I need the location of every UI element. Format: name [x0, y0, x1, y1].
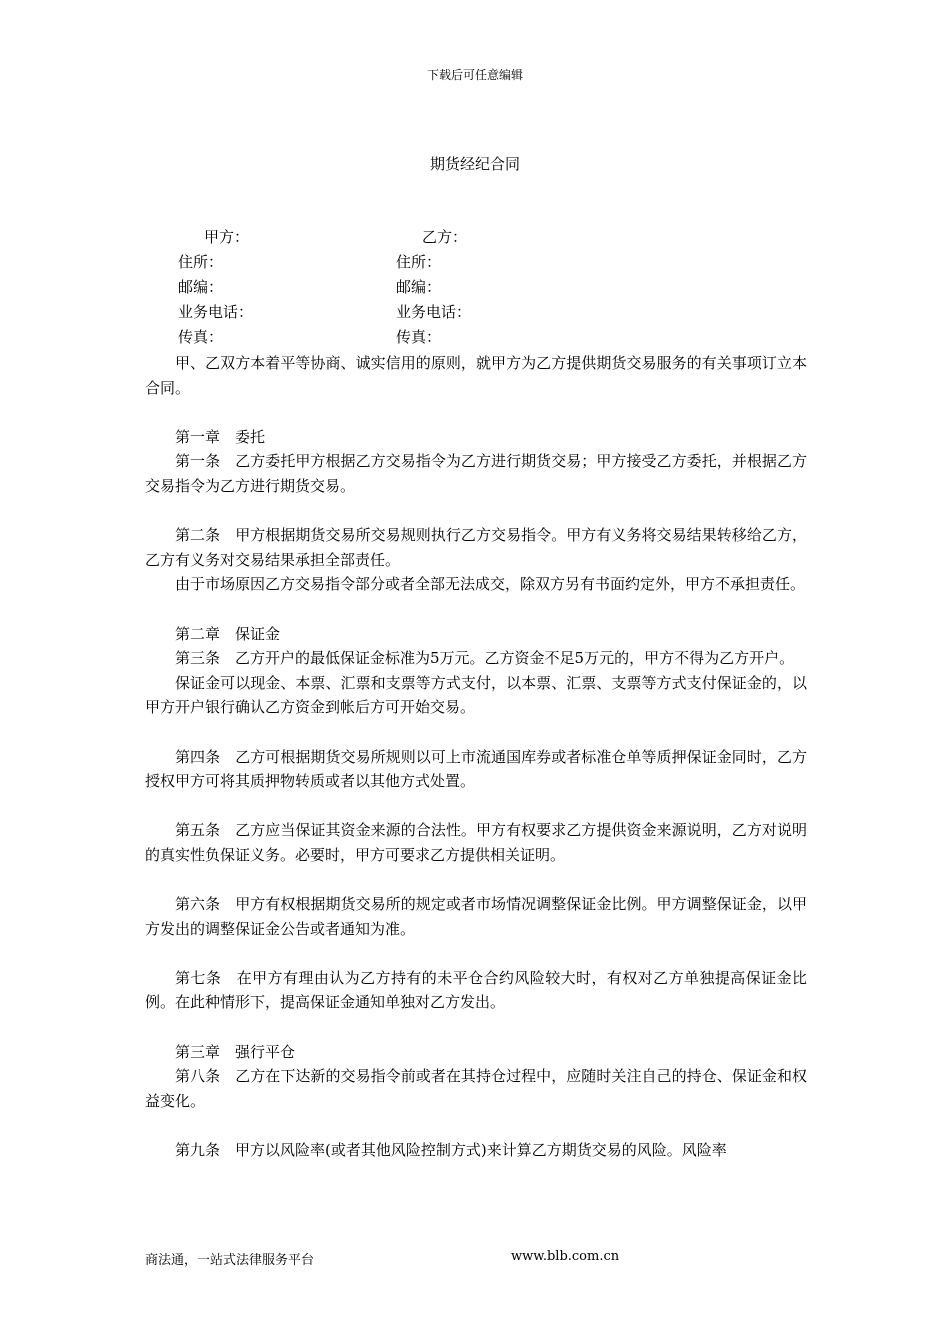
- party-row: [0, 326, 950, 351]
- contract-paragraph: 第三条 乙方开户的最低保证金标准为5万元。乙方资金不足5万元的，甲方不得为乙方开户。: [175, 649, 795, 668]
- party-b-label: 乙方：: [422, 228, 468, 246]
- party-a-label: 传真：: [178, 328, 224, 346]
- contract-paragraph: 第六条 甲方有权根据期货交易所的规定或者市场情况调整保证金比例。甲方调整保证金，以甲方发出的调整保证金公告或者通知为准。: [145, 895, 807, 938]
- contract-body: [145, 351, 807, 1163]
- contract-paragraph: 第三章 强行平仓: [175, 1042, 296, 1061]
- contract-paragraph: 第八条 乙方在下达新的交易指令前或者在其持仓过程中，应随时关注自己的持仓、保证金和权益变化。: [145, 1067, 807, 1110]
- contract-paragraph: 第二章 保证金: [175, 624, 281, 643]
- contract-title: 期货经纪合同: [429, 155, 520, 173]
- party-a-label: 业务电话：: [178, 303, 254, 321]
- party-a-label: 邮编：: [178, 278, 224, 296]
- paragraph-spacer: [145, 1015, 807, 1040]
- footer-url: www.blb.com.cn: [511, 1249, 620, 1264]
- paragraph-spacer: [145, 499, 807, 524]
- paragraph-spacer: [145, 941, 807, 966]
- contract-paragraph: 甲、乙双方本着平等协商、诚实信用的原则，就甲方为乙方提供期货交易服务的有关事项订立本合同。: [145, 354, 807, 397]
- contract-paragraph: 第四条 乙方可根据期货交易所规则以可上市流通国库券或者标准仓单等质押保证金同时，乙方授权甲方可将其质押物转质或者以其他方式处置。: [145, 747, 807, 791]
- contract-paragraph: 保证金可以现金、本票、汇票和支票等方式支付，以本票、汇票、支票等方式支付保证金的，以甲方开户银行确认乙方资金到帐后方可开始交易。: [145, 673, 807, 717]
- contract-paragraph: 第一章 委托: [175, 427, 266, 446]
- contract-paragraph: 第七条 在甲方有理由认为乙方持有的未平仓合约风险较大时，有权对乙方单独提高保证金比例。在此种情形下，提高保证金通知单独对乙方发出。: [145, 968, 807, 1012]
- contract-paragraph: 由于市场原因乙方交易指令部分或者全部无法成交，除双方另有书面约定外，甲方不承担责任。: [175, 575, 806, 594]
- paragraph-spacer: [145, 867, 807, 892]
- paragraph-spacer: [145, 1113, 807, 1138]
- party-info-block: [0, 226, 950, 351]
- party-a-label: 住所：: [178, 253, 224, 271]
- party-row: [0, 276, 950, 301]
- party-b-label: 业务电话：: [396, 303, 472, 321]
- paragraph-spacer: [145, 794, 807, 819]
- paragraph-spacer: [145, 720, 807, 745]
- page-header: 下载后可任意编辑: [426, 68, 523, 82]
- party-row: [0, 301, 950, 326]
- contract-paragraph: 第二条 甲方根据期货交易所交易规则执行乙方交易指令。甲方有义务将交易结果转移给乙方，乙方有义务对交易结果承担全部责任。: [145, 526, 807, 569]
- party-row: [0, 226, 950, 251]
- party-b-label: 邮编：: [396, 278, 442, 296]
- paragraph-spacer: [145, 400, 807, 425]
- party-b-label: 传真：: [396, 328, 442, 346]
- party-a-label: 甲方：: [204, 228, 250, 246]
- contract-paragraph: 第五条 乙方应当保证其资金来源的合法性。甲方有权要求乙方提供资金来源说明，乙方对说明的真实性负保证义务。必要时，甲方可要求乙方提供相关证明。: [145, 821, 807, 864]
- paragraph-spacer: [145, 597, 807, 622]
- party-b-label: 住所：: [396, 253, 442, 271]
- contract-paragraph: 第九条 甲方以风险率(或者其他风险控制方式)来计算乙方期货交易的风险。风险率: [175, 1141, 727, 1159]
- footer-platform-name: 商法通，一站式法律服务平台: [145, 1253, 315, 1268]
- party-row: [0, 251, 950, 276]
- contract-paragraph: 第一条 乙方委托甲方根据乙方交易指令为乙方进行期货交易；甲方接受乙方委托，并根据乙方交易指令为乙方进行期货交易。: [145, 452, 807, 495]
